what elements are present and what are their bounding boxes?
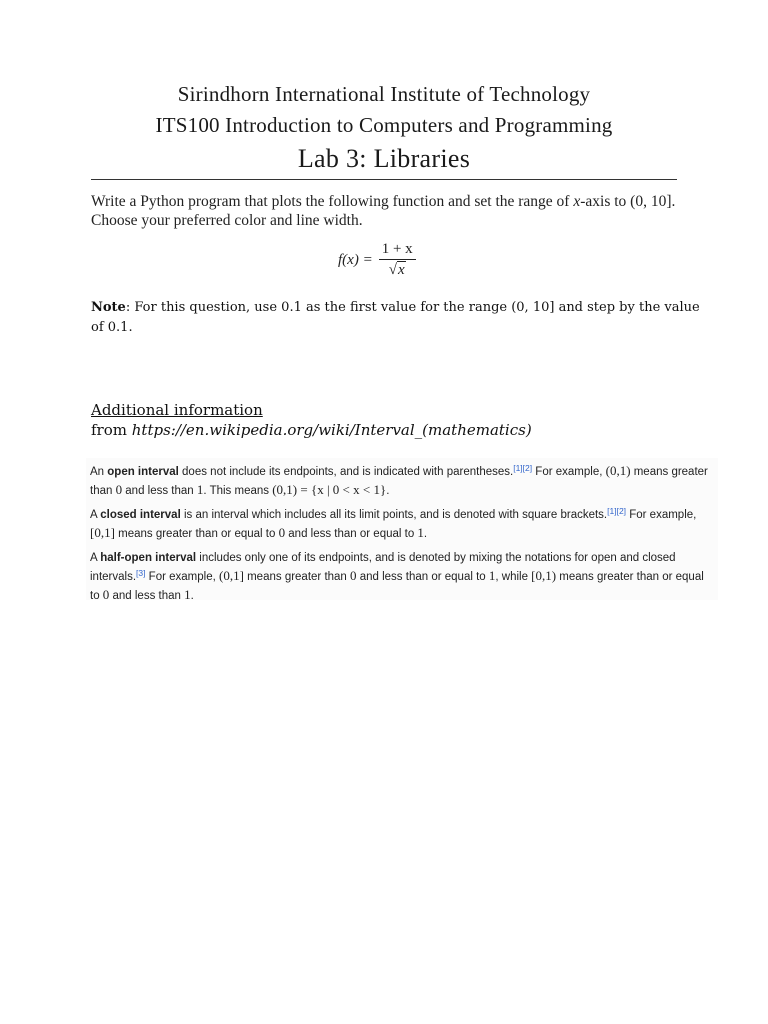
course-title: ITS100 Introduction to Computers and Programming: [155, 113, 613, 137]
reference-link[interactable]: [1][2]: [607, 506, 627, 516]
function-formula: [338, 240, 416, 280]
source-url: https://en.wikipedia.org/wiki/Interval_(mathematics): [131, 421, 532, 439]
open-interval-paragraph: An open interval does not include its endpoints, and is indicated with parentheses.[1][2] For example, (0,1) means greater than 0 and less than 1. This means (0,1) = {x | 0 < x < 1}.: [90, 463, 708, 497]
header-divider: [91, 179, 677, 180]
reference-link[interactable]: [1][2]: [513, 463, 533, 473]
sqrt-symbol: √: [388, 262, 397, 278]
task-description: Write a Python program that plots the following function and set the range of x-axis to (0, 10]. Choose your preferred color and line width.: [91, 193, 676, 229]
formula-numerator: 1 + x: [379, 241, 416, 260]
additional-info-source: from https://en.wikipedia.org/wiki/Interval_(mathematics): [91, 421, 532, 439]
task-variable: x: [573, 193, 581, 210]
formula-denominator: [389, 260, 406, 279]
closed-interval-paragraph: A closed interval is an interval which includes all its limit points, and is denoted with square brackets.[1][2] For example, [0,1] means greater than or equal to 0 and less than or equal to 1.: [90, 506, 697, 540]
additional-info-heading: Additional information: [91, 401, 263, 419]
formula-radicand: x: [397, 262, 405, 278]
note-text: : For this question, use 0.1 as the first value for the range (0, 10] and step by the value of 0.1.: [91, 300, 700, 335]
document-header: [91, 80, 677, 176]
additional-info: [91, 400, 532, 440]
institute-name: Sirindhorn International Institute of Technology: [177, 82, 591, 106]
note-label: Note: [91, 300, 126, 315]
reference-link[interactable]: [3]: [136, 568, 146, 578]
formula-fraction: [379, 241, 416, 279]
lab-title: Lab 3: Libraries: [297, 144, 471, 173]
formula-lhs: f(x) =: [338, 251, 373, 268]
half-open-interval-paragraph: A half-open interval includes only one of its endpoints, and is denoted by mixing the notations for open and closed intervals.[3] For example, (0,1] means greater than 0 and less than or equal to 1, while [0,1) means greater than or equal to 0 and less than 1.: [90, 552, 704, 602]
wikipedia-excerpt: [86, 458, 718, 600]
note-paragraph: [91, 298, 711, 338]
